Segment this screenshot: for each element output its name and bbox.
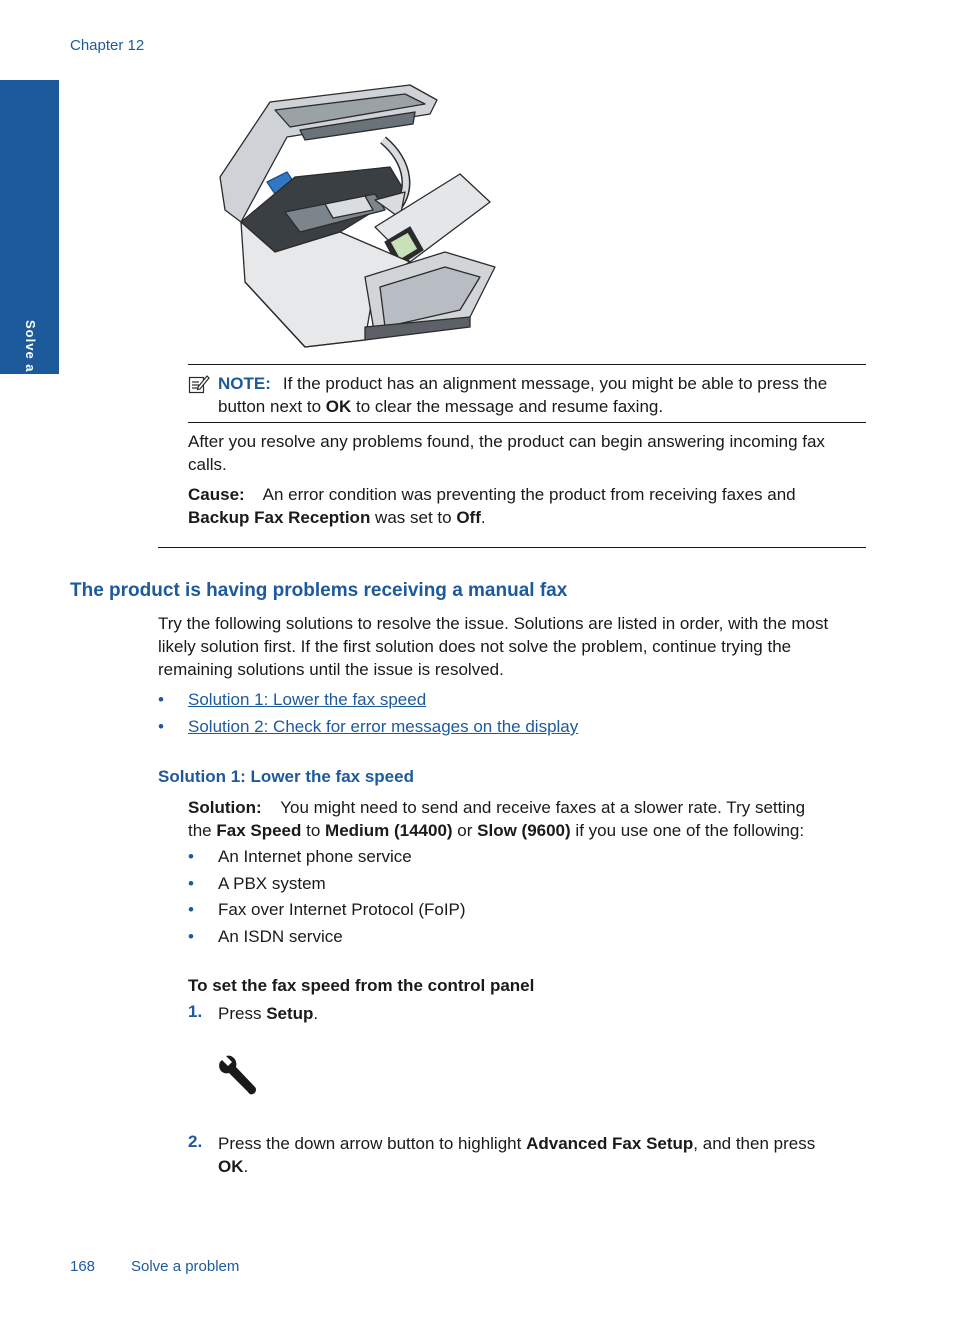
slow-speed-term: Slow (9600)	[477, 821, 571, 840]
cause-paragraph	[188, 483, 868, 529]
footer-section: Solve a problem	[131, 1258, 240, 1275]
note-line1: If the product has an alignment message, you might be able to press the	[282, 374, 828, 393]
after-resolve-paragraph	[188, 430, 868, 476]
note-text	[218, 372, 866, 418]
solution1-heading: Solution 1: Lower the fax speed	[158, 767, 414, 786]
after-resolve-line1: After you resolve any problems found, the product can begin answering incoming fax	[188, 432, 825, 451]
solution-text: the	[188, 821, 217, 840]
cause-bold2: Off	[456, 508, 481, 527]
section-divider	[158, 547, 866, 548]
solution1-link[interactable]: Solution 1: Lower the fax speed	[188, 690, 427, 709]
list-item-text: Fax over Internet Protocol (FoIP)	[218, 900, 466, 919]
solution-text: or	[452, 821, 478, 840]
solution1-paragraph	[188, 796, 868, 842]
page-number: 168	[70, 1258, 96, 1275]
step2-end: .	[243, 1157, 249, 1176]
setup-term: Setup	[266, 1004, 314, 1023]
chapter-label: Chapter 12	[70, 37, 145, 54]
procedure-title: To set the fax speed from the control panel	[188, 976, 535, 995]
solution-line1: You might need to send and receive faxes at a slower rate. Try setting	[280, 798, 806, 817]
cause-mid: was set to	[370, 508, 457, 527]
step2-post: , and then press	[693, 1134, 816, 1153]
fax-speed-term: Fax Speed	[216, 821, 302, 840]
solution-label: Solution:	[188, 798, 262, 817]
note-label: NOTE:	[218, 374, 271, 393]
note-pencil-icon	[188, 373, 210, 395]
wrench-icon	[216, 1055, 258, 1095]
list-item-text: A PBX system	[218, 874, 326, 893]
step2-text	[218, 1132, 878, 1178]
bullet-dot: •	[188, 847, 194, 866]
printer-illustration	[215, 82, 497, 350]
cause-line1: An error condition was preventing the product from receiving faxes and	[262, 485, 796, 504]
after-resolve-line2: calls.	[188, 455, 227, 474]
step1-pre: Press	[218, 1004, 267, 1023]
solution-text: to	[301, 821, 326, 840]
medium-speed-term: Medium (14400)	[325, 821, 453, 840]
cause-label: Cause:	[188, 485, 245, 504]
list-item-text: An ISDN service	[218, 927, 343, 946]
bullet-dot: •	[188, 900, 194, 919]
bullet-dot: •	[158, 690, 164, 709]
step1-number: 1.	[188, 1002, 203, 1021]
cause-end: .	[480, 508, 486, 527]
intro-line2: likely solution first. If the first solution does not solve the problem, continue trying the	[158, 637, 792, 656]
section-intro	[158, 612, 870, 681]
step2-pre: Press the down arrow button to highlight	[218, 1134, 527, 1153]
step1-text	[218, 1002, 318, 1025]
section-heading: The product is having problems receiving a manual fax	[70, 580, 568, 601]
step2-number: 2.	[188, 1132, 203, 1151]
bullet-dot: •	[188, 874, 194, 893]
ok-term: OK	[218, 1157, 244, 1176]
bullet-dot: •	[188, 927, 194, 946]
advanced-fax-setup-term: Advanced Fax Setup	[526, 1134, 694, 1153]
solution-text: if you use one of the following:	[570, 821, 805, 840]
intro-line1: Try the following solutions to resolve the issue. Solutions are listed in order, with the most	[158, 614, 829, 633]
note-box	[188, 364, 866, 423]
note-line2-pre: button next to	[218, 397, 326, 416]
cause-bold1: Backup Fax Reception	[188, 508, 371, 527]
intro-line3: remaining solutions until the issue is resolved.	[158, 660, 504, 679]
note-ok: OK	[325, 397, 352, 416]
solution2-link[interactable]: Solution 2: Check for error messages on the display	[188, 717, 579, 736]
list-item-text: An Internet phone service	[218, 847, 412, 866]
bullet-dot: •	[158, 717, 164, 736]
step1-post: .	[313, 1004, 319, 1023]
note-line2-post: to clear the message and resume faxing.	[351, 397, 664, 416]
side-tab-label: Solve a problem	[23, 320, 38, 436]
side-tab	[0, 80, 59, 436]
